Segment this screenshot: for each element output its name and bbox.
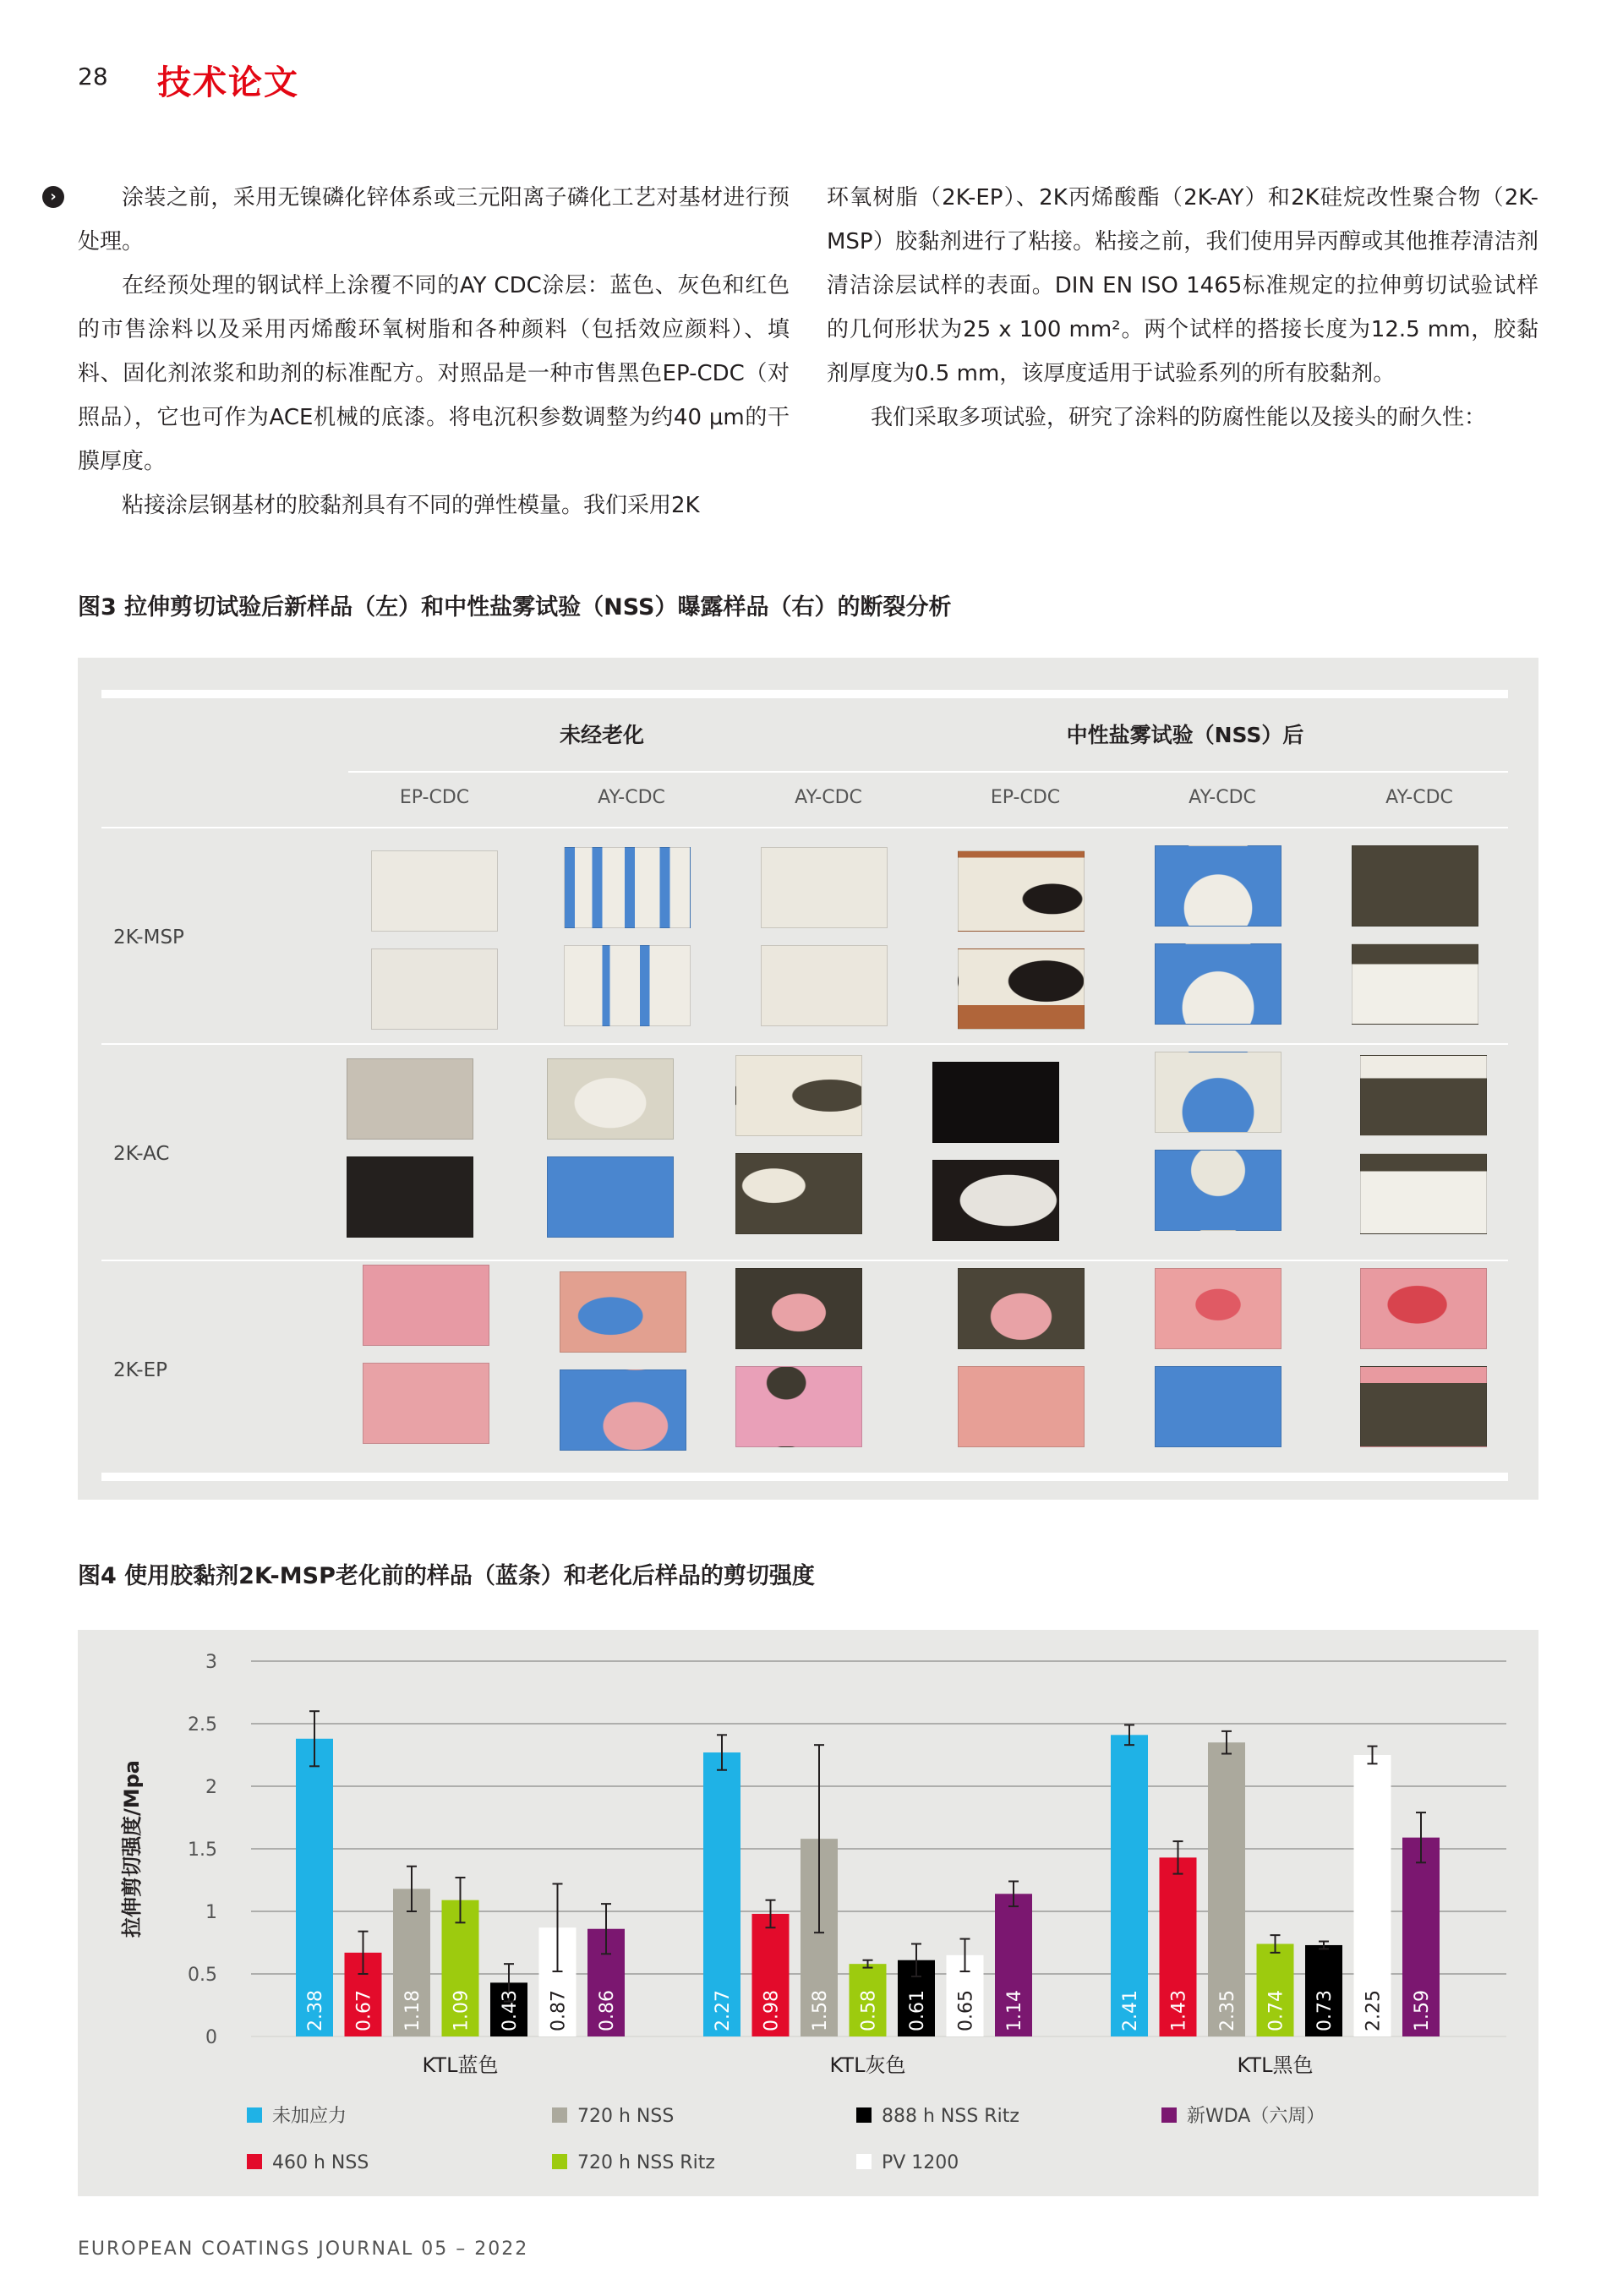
group-header-unaged: 未经老化 (559, 723, 644, 747)
x-category-label: KTL灰色 (829, 2053, 906, 2077)
x-category-label: KTL黑色 (1237, 2053, 1314, 2077)
legend-swatch (552, 2107, 567, 2123)
bar-value-label: 2.35 (1217, 1990, 1238, 2031)
y-tick-label: 1.5 (188, 1840, 217, 1861)
legend-swatch (247, 2107, 262, 2123)
section-title: 技术论文 (157, 63, 299, 102)
legend-label: 888 h NSS Ritz (882, 2106, 1019, 2127)
bar-value-label: 1.14 (1004, 1990, 1025, 2031)
bar-value-label: 0.87 (548, 1990, 570, 2031)
figure3-panel (78, 658, 1538, 1500)
divider (101, 827, 1508, 828)
specimen-photo (958, 850, 1085, 1036)
legend-swatch (856, 2107, 872, 2123)
paragraph: 我们采取多项试验，研究了涂料的防腐性能以及接头的耐久性： (871, 405, 1487, 430)
divider (101, 1043, 1508, 1045)
y-tick-label: 2.5 (188, 1714, 217, 1736)
bar-value-label: 0.65 (955, 1990, 977, 2031)
specimen-photo (363, 1265, 489, 1451)
bar-value-label: 2.25 (1363, 1990, 1385, 2031)
chevron-right-icon: › (42, 186, 64, 208)
specimen-photo (735, 1268, 862, 1454)
bar-value-label: 2.27 (713, 1990, 734, 2031)
specimen-photo (1360, 1055, 1487, 1241)
divider (101, 1260, 1508, 1261)
figure3-caption: 图3 拉伸剪切试验后新样品（左）和中性盐雾试验（NSS）曝露样品（右）的断裂分析 (78, 594, 952, 620)
specimen-photo (1155, 1052, 1281, 1238)
specimen-photo (1155, 845, 1281, 1031)
bar-value-label: 1.59 (1412, 1990, 1433, 2031)
y-tick-label: 0.5 (188, 1965, 217, 1986)
column-header: AY-CDC (795, 787, 862, 808)
y-tick-label: 0 (205, 2027, 217, 2048)
specimen-photo (932, 1062, 1059, 1248)
bar-value-label: 1.58 (810, 1990, 831, 2031)
legend-label: 新WDA（六周） (1187, 2106, 1325, 2127)
bar-value-label: 0.86 (597, 1990, 618, 2031)
specimen-photo (371, 850, 498, 1036)
group-header-nss: 中性盐雾试验（NSS）后 (1066, 723, 1304, 747)
x-category-label: KTL蓝色 (422, 2053, 499, 2077)
journal-footer: EUROPEAN COATINGS JOURNAL 05 – 2022 (78, 2239, 529, 2260)
specimen-photo (347, 1058, 473, 1244)
paragraph: 粘接涂层钢基材的胶黏剂具有不同的弹性模量。我们采用2K (122, 493, 700, 518)
paragraph: 在经预处理的钢试样上涂覆不同的AY CDC涂层：蓝色、灰色和红色的市售涂料以及采用丙烯酸环氧树脂和各种颜料（包括效应颜料）、填料、固化剂浓浆和助剂的标准配方。对照品是一种市售黑色EP-CDC（对照品），它也可作为ACE机械的底漆。将电沉积参数调整为约40 μm的干膜厚度。 (78, 273, 790, 474)
specimen-photo (958, 1268, 1085, 1454)
specimen-photo (735, 1055, 862, 1241)
bar-value-label: 1.18 (402, 1990, 424, 2031)
legend-swatch (1161, 2107, 1177, 2123)
bar-value-label: 0.61 (907, 1990, 928, 2031)
divider (348, 771, 1508, 773)
column-header: EP-CDC (399, 787, 470, 808)
right-text-column (827, 176, 1538, 440)
column-header: AY-CDC (1385, 787, 1453, 808)
page-number: 28 (78, 63, 108, 90)
shear-strength-chart (78, 1630, 1538, 2196)
paragraph: 环氧树脂（2K-EP）、2K丙烯酸酯（2K-AY）和2K硅烷改性聚合物（2K-MSP）胶黏剂进行了粘接。粘接之前，我们使用异丙醇或其他推荐清洁剂清洁涂层试样的表面。DIN EN ISO 1465标准规定的拉伸剪切试验试样的几何形状为25 x 100 mm²。两个试样的搭接长度为12.5 mm，胶黏剂厚度为0.5 mm，该厚度适用于试验系列的所有胶黏剂。 (827, 185, 1538, 386)
paragraph: 涂装之前，采用无镍磷化锌体系或三元阳离子磷化工艺对基材进行预处理。 (78, 185, 790, 254)
column-header: EP-CDC (990, 787, 1061, 808)
y-tick-label: 1 (205, 1902, 217, 1923)
specimen-photo (560, 1271, 686, 1457)
legend-label: 720 h NSS (577, 2106, 675, 2127)
bar-value-label: 0.98 (761, 1990, 783, 2031)
legend-label: 720 h NSS Ritz (577, 2152, 715, 2173)
specimen-photo (1155, 1268, 1281, 1454)
row-label: 2K-MSP (113, 927, 184, 948)
bar-value-label: 0.58 (858, 1990, 880, 2031)
divider (101, 1473, 1508, 1481)
y-tick-label: 2 (205, 1777, 217, 1798)
specimen-photo (564, 847, 691, 1033)
row-label: 2K-EP (113, 1359, 168, 1381)
legend-swatch (247, 2154, 262, 2169)
y-axis-label: 拉伸剪切强度/Mpa (120, 1759, 144, 1938)
left-text-column (78, 176, 790, 528)
specimen-photo (761, 847, 888, 1033)
specimen-photo (1352, 845, 1478, 1031)
figure4-panel (78, 1630, 1538, 2196)
bar-value-label: 1.43 (1168, 1990, 1190, 2031)
specimen-photo (1360, 1268, 1487, 1454)
column-header: AY-CDC (1189, 787, 1256, 808)
legend-label: 460 h NSS (272, 2152, 369, 2173)
legend-label: 未加应力 (272, 2106, 347, 2127)
column-header: AY-CDC (598, 787, 665, 808)
specimen-photo (547, 1058, 674, 1244)
bar-value-label: 0.43 (500, 1990, 521, 2031)
bar-value-label: 0.67 (353, 1990, 375, 2031)
legend-label: PV 1200 (882, 2152, 959, 2173)
divider (101, 690, 1508, 698)
legend-swatch (552, 2154, 567, 2169)
y-tick-label: 3 (205, 1652, 217, 1673)
legend-swatch (856, 2154, 872, 2169)
bar-value-label: 1.09 (451, 1990, 473, 2031)
bar-value-label: 0.74 (1265, 1990, 1287, 2031)
bar-value-label: 2.38 (305, 1990, 326, 2031)
bar-value-label: 0.73 (1314, 1990, 1336, 2031)
bar-value-label: 2.41 (1120, 1990, 1141, 2031)
figure4-caption: 图4 使用胶黏剂2K-MSP老化前的样品（蓝条）和老化后样品的剪切强度 (78, 1563, 815, 1589)
row-label: 2K-AC (113, 1143, 170, 1165)
